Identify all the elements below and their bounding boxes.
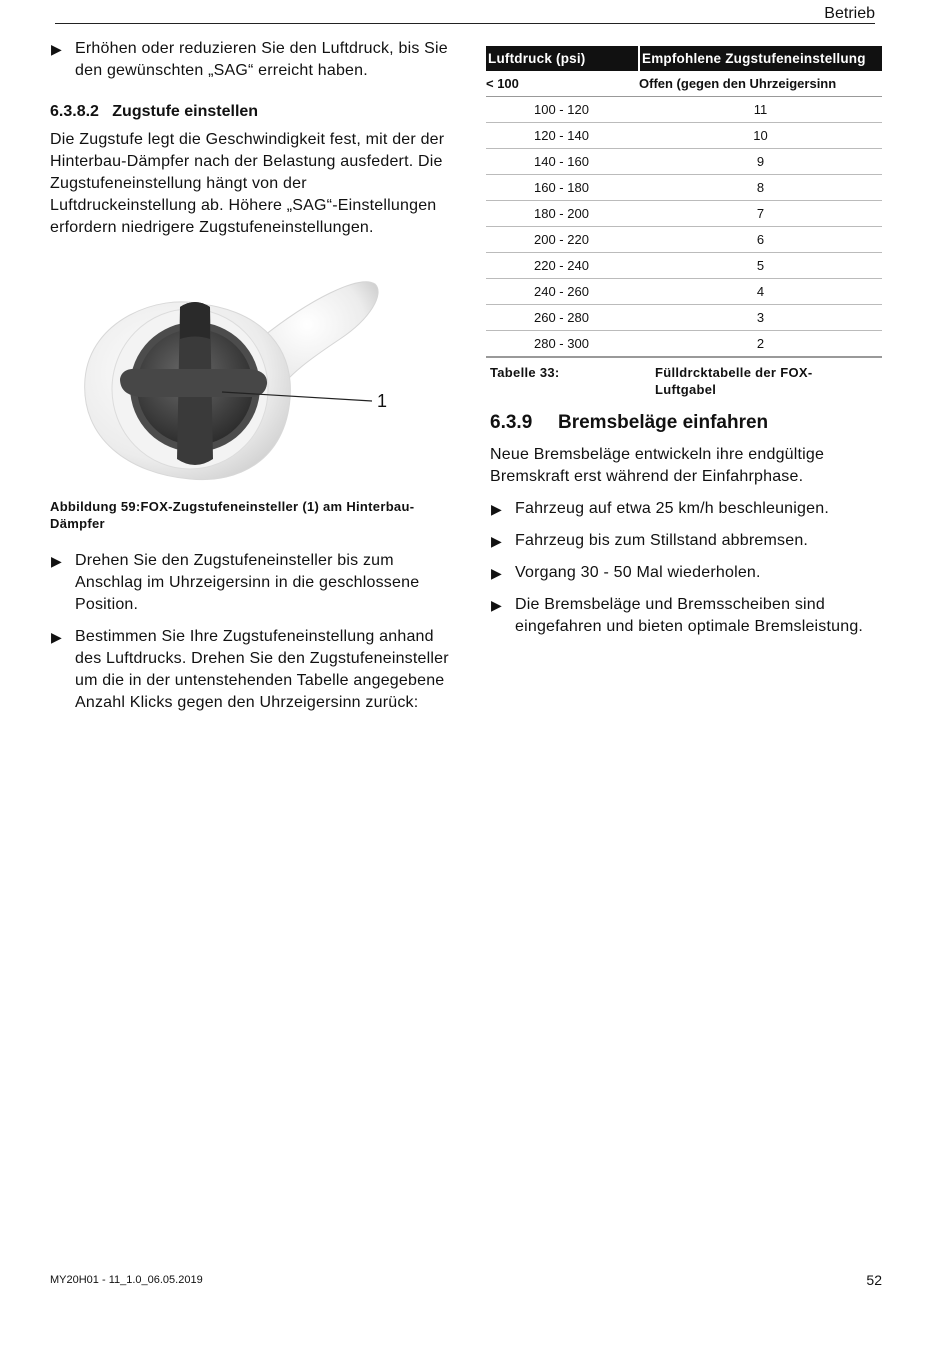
instruction-bullet [490, 498, 882, 520]
setting-cell: 11 [639, 97, 882, 123]
section-heading [50, 103, 450, 121]
footer-document-id: MY20H01 - 11_1.0_06.05.2019 [50, 1274, 203, 1286]
instruction-text: Bestimmen Sie Ihre Zugstufeneinstellung anhand des Luftdrucks. Drehen Sie den Zugstufeneinsteller um die in der untenstehenden Tabelle angegebene Anzahl Klicks gegen den Uhrzeigersinn zurück: [75, 628, 449, 711]
pressure-cell: 240 - 260 [486, 279, 639, 305]
instruction-bullet [490, 562, 882, 584]
column-header-setting: Empfohlene Zugstufeneinstellung [639, 46, 882, 71]
instruction-text: Vorgang 30 - 50 Mal wiederholen. [515, 564, 761, 581]
arrow-bullet-icon: ▶ [51, 553, 62, 569]
arrow-bullet-icon: ▶ [491, 597, 502, 613]
pressure-cell: 140 - 160 [486, 149, 639, 175]
left-column [50, 38, 450, 714]
section-heading [490, 412, 882, 434]
pressure-cell: 220 - 240 [486, 253, 639, 279]
arrow-bullet-icon: ▶ [51, 629, 62, 645]
pressure-cell: 160 - 180 [486, 175, 639, 201]
section-paragraph: Neue Bremsbeläge entwickeln ihre endgültige Bremskraft erst während der Einfahrphase. [490, 446, 825, 485]
arrow-bullet-icon: ▶ [491, 565, 502, 581]
header-rule [55, 23, 875, 24]
table-row [486, 227, 882, 253]
pressure-cell: 100 - 120 [486, 97, 639, 123]
instruction-text: Die Bremsbeläge und Bremsscheiben sind eingefahren und bieten optimale Bremsleistung. [515, 596, 864, 635]
table-row [486, 123, 882, 149]
arrow-bullet-icon: ▶ [491, 501, 502, 517]
table-row [486, 175, 882, 201]
arrow-bullet-icon: ▶ [491, 533, 502, 549]
setting-cell: 10 [639, 123, 882, 149]
right-column [486, 46, 882, 638]
instruction-bullet [490, 530, 882, 552]
pressure-cell: < 100 [486, 71, 639, 97]
figure-caption: Abbildung 59:FOX-Zugstufeneinsteller (1) am Hinterbau-Dämpfer [50, 499, 415, 531]
setting-cell: 2 [639, 331, 882, 358]
pressure-cell: 280 - 300 [486, 331, 639, 358]
table-row [486, 201, 882, 227]
table-row [486, 149, 882, 175]
table-row [486, 331, 882, 358]
table-row [486, 97, 882, 123]
table-header-row [486, 46, 882, 71]
column-header-pressure: Luftdruck (psi) [486, 46, 639, 71]
instruction-bullet [50, 38, 450, 82]
air-pressure-table [486, 46, 882, 358]
pressure-cell: 200 - 220 [486, 227, 639, 253]
instruction-text: Fahrzeug bis zum Stillstand abbremsen. [515, 532, 809, 549]
table-row [486, 279, 882, 305]
table-caption-number: Tabelle 33: [490, 365, 560, 380]
rebound-adjuster-illustration [50, 279, 450, 489]
instruction-bullet [50, 626, 450, 714]
instruction-bullet [50, 550, 450, 616]
instruction-text: Drehen Sie den Zugstufeneinsteller bis zum Anschlag im Uhrzeigersinn in die geschlossene Position. [75, 552, 420, 613]
figure [50, 279, 450, 489]
pressure-cell: 180 - 200 [486, 201, 639, 227]
running-header: Betrieb [824, 5, 875, 22]
instruction-text: Erhöhen oder reduzieren Sie den Luftdruck, bis Sie den gewünschten „SAG“ erreicht haben. [75, 40, 448, 79]
table-row [486, 305, 882, 331]
setting-cell: 3 [639, 305, 882, 331]
pressure-cell: 260 - 280 [486, 305, 639, 331]
setting-cell: Offen (gegen den Uhrzeigersinn [639, 71, 882, 97]
table-row [486, 253, 882, 279]
table-caption [490, 364, 882, 398]
section-paragraph: Die Zugstufe legt die Geschwindigkeit fest, mit der der Hinterbau-Dämpfer nach der Belastung ausfedert. Die Zugstufeneinstellung hängt von der Luftdruckeinstellung ab. Höhere „SAG“-Einstellungen erfordern niedrigere Zugstufeneinstellungen. [50, 131, 445, 236]
pressure-cell: 120 - 140 [486, 123, 639, 149]
section-title: Zugstufe einstellen [112, 103, 259, 120]
setting-cell: 9 [639, 149, 882, 175]
figure-callout-number: 1 [377, 391, 388, 411]
section-number: 6.3.8.2 [50, 103, 99, 120]
table-caption-text: Fülldrcktabelle der FOX-Luftgabel [655, 365, 813, 397]
page-number: 52 [866, 1272, 882, 1288]
setting-cell: 7 [639, 201, 882, 227]
setting-cell: 5 [639, 253, 882, 279]
instruction-text: Fahrzeug auf etwa 25 km/h beschleunigen. [515, 500, 829, 517]
table-row [486, 71, 882, 97]
setting-cell: 6 [639, 227, 882, 253]
setting-cell: 8 [639, 175, 882, 201]
section-number: 6.3.9 [490, 412, 533, 433]
arrow-bullet-icon: ▶ [51, 41, 62, 57]
section-title: Bremsbeläge einfahren [558, 412, 769, 433]
setting-cell: 4 [639, 279, 882, 305]
instruction-bullet [490, 594, 882, 638]
